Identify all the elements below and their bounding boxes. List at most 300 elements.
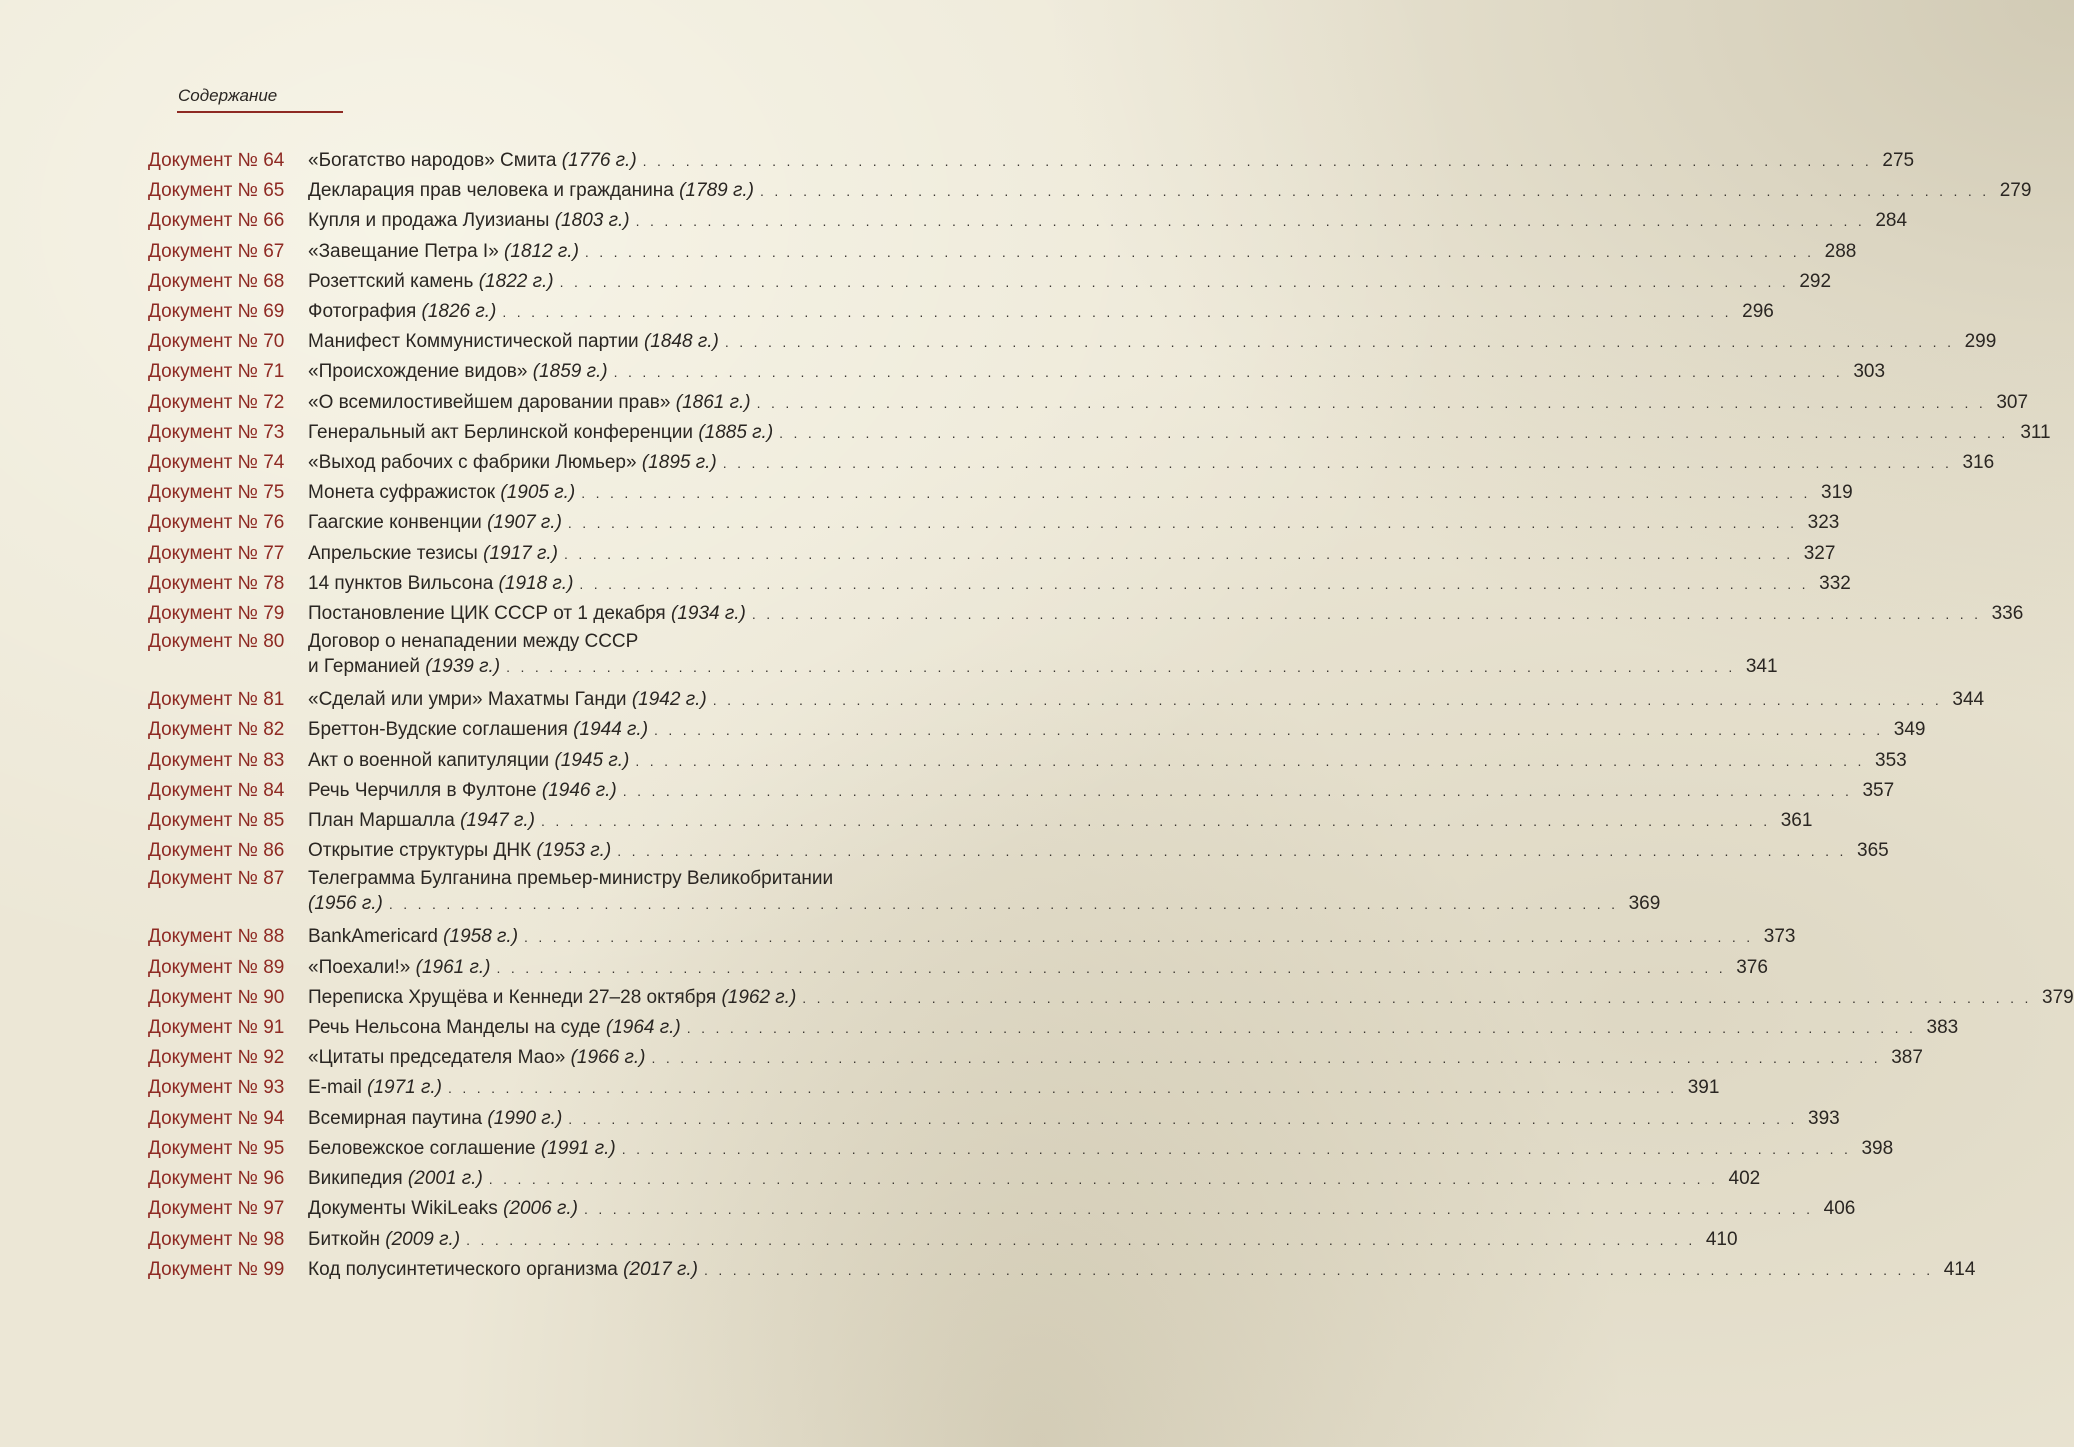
page-number: 387	[1891, 1047, 1923, 1069]
toc-entry-text	[308, 327, 1997, 357]
entry-year: (1944 г.)	[573, 719, 649, 741]
toc-entry	[148, 1104, 1840, 1134]
toc-entry	[148, 806, 1813, 836]
entry-title-text: Открытие структуры ДНК	[308, 840, 532, 862]
entry-title-text: E-mail	[308, 1077, 362, 1099]
toc-entry-text	[308, 922, 1796, 952]
toc-entry-text	[308, 629, 1778, 680]
toc-entry	[148, 418, 2051, 448]
page-number: 323	[1807, 512, 1840, 534]
toc-entry-text	[308, 418, 2051, 448]
page-number: 391	[1687, 1077, 1720, 1099]
page-number: 349	[1893, 719, 1926, 741]
entry-line	[308, 836, 1889, 866]
toc-entry-text	[308, 1194, 1856, 1224]
page-number: 327	[1803, 542, 1836, 564]
dot-leader: . . . . . . . . . . . . . . . . . . . . . . . . . . . . . . . . . . . . . . . . . . . . . . . . . . . . . . . . . . . . . . . . . . . . . . . . . . . . . . . . . . . . . .	[722, 455, 1953, 472]
dot-leader: . . . . . . . . . . . . . . . . . . . . . . . . . . . . . . . . . . . . . . . . . . . . . . . . . . . . . . . . . . . . . . . . . . . . . . . . . . . . . . . . . . . . . .	[584, 243, 1815, 260]
document-number-label: Документ № 98	[148, 1228, 285, 1250]
entry-title-text: Постановление ЦИК СССР от 1 декабря	[308, 603, 666, 625]
toc-entry	[148, 776, 1895, 806]
dot-leader: . . . . . . . . . . . . . . . . . . . . . . . . . . . . . . . . . . . . . . . . . . . . . . . . . . . . . . . . . . . . . . . . . . . . . . . . . . . . . . . . . . . . . .	[447, 1080, 1678, 1097]
entry-title-text: Фотография	[308, 301, 417, 323]
page-number: 406	[1823, 1198, 1856, 1220]
entry-line	[308, 654, 1778, 680]
entry-year: (1939 г.)	[425, 656, 501, 678]
page-number: 383	[1926, 1017, 1959, 1039]
dot-leader: . . . . . . . . . . . . . . . . . . . . . . . . . . . . . . . . . . . . . . . . . . . . . . . . . . . . . . . . . . . . . . . . . . . . . . . . . . . . . . . . . . . . . .	[635, 213, 1866, 230]
entry-title	[308, 1194, 578, 1224]
entry-year: (1934 г.)	[671, 603, 746, 625]
entry-line	[308, 418, 2051, 448]
toc-entry	[148, 388, 2029, 418]
page-number: 414	[1943, 1258, 1976, 1280]
toc-entry-text	[308, 388, 2029, 418]
dot-leader: . . . . . . . . . . . . . . . . . . . . . . . . . . . . . . . . . . . . . . . . . . . . . . . . . . . . . . . . . . . . . . . . . . . . . . . . . . . . . . . . . . . . . .	[635, 752, 1865, 769]
document-number-label: Документ № 64	[148, 150, 285, 171]
dot-leader: . . . . . . . . . . . . . . . . . . . . . . . . . . . . . . . . . . . . . . . . . . . . . . . . . . . . . . . . . . . . . . . . . . . . . . . . . . . . . . . . . . . . . .	[524, 929, 1754, 946]
entry-year: (1942 г.)	[631, 689, 707, 711]
entry-year: (1917 г.)	[483, 542, 558, 564]
toc-entry	[148, 1255, 1976, 1285]
toc-entry-text	[308, 1164, 1761, 1194]
entry-title	[308, 1225, 460, 1255]
toc-entry-text	[308, 685, 1985, 715]
page-number: 303	[1853, 361, 1886, 383]
dot-leader: . . . . . . . . . . . . . . . . . . . . . . . . . . . . . . . . . . . . . . . . . . . . . . . . . . . . . . . . . . . . . . . . . . . . . . . . . . . . . . . . . . . . . .	[642, 153, 1873, 169]
document-number-label: Документ № 78	[148, 572, 285, 594]
entry-title-text: Биткойн	[308, 1228, 380, 1250]
entry-line	[308, 448, 1995, 478]
document-number-label: Документ № 84	[148, 779, 285, 801]
document-number-label: Документ № 70	[148, 331, 285, 353]
entry-year: (1956 г.)	[308, 893, 383, 915]
entry-title-text: Документы WikiLeaks	[308, 1198, 498, 1220]
entry-title-text: Беловежское соглашение	[308, 1137, 536, 1159]
entry-title	[308, 1104, 562, 1134]
toc-entry-text	[308, 715, 1926, 745]
toc-entry-text	[308, 1013, 1959, 1043]
dot-leader: . . . . . . . . . . . . . . . . . . . . . . . . . . . . . . . . . . . . . . . . . . . . . . . . . . . . . . . . . . . . . . . . . . . . . . . . . . . . . . . . . . . . . .	[802, 989, 2032, 1006]
entry-line	[308, 388, 2029, 418]
toc-entry	[148, 327, 1997, 357]
toc-entry	[148, 569, 1851, 599]
toc-entry	[148, 297, 1774, 327]
entry-title-text: «Поехали!»	[308, 956, 411, 978]
entry-year: (2001 г.)	[407, 1168, 483, 1190]
entry-title	[308, 1164, 483, 1194]
entry-line	[308, 891, 1661, 917]
entry-line	[308, 569, 1851, 599]
document-number-label: Документ № 73	[148, 421, 285, 443]
entry-line	[308, 267, 1832, 297]
entry-title-text: Википедия	[308, 1168, 403, 1190]
entry-title-text: Переписка Хрущёва и Кеннеди 27–28 октября	[308, 986, 717, 1008]
entry-line	[308, 206, 1908, 236]
page-number: 275	[1882, 150, 1915, 171]
entry-title	[308, 953, 490, 983]
toc-entry	[148, 983, 2074, 1013]
entry-title-text: Манифест Коммунистической партии	[308, 331, 639, 353]
entry-title	[308, 297, 496, 327]
entry-title	[308, 922, 518, 952]
document-number-label: Документ № 88	[148, 926, 285, 948]
document-number-label: Документ № 85	[148, 810, 285, 832]
entry-line	[308, 983, 2074, 1013]
page-number: 332	[1819, 572, 1851, 594]
dot-leader: . . . . . . . . . . . . . . . . . . . . . . . . . . . . . . . . . . . . . . . . . . . . . . . . . . . . . . . . . . . . . . . . . . . . . . . . . . . . . . . . . . . . . .	[488, 1171, 1719, 1188]
toc-entry-text	[308, 746, 1907, 776]
entry-year: (1958 г.)	[443, 926, 519, 948]
entry-line	[308, 1134, 1894, 1164]
document-number-label: Документ № 96	[148, 1168, 285, 1190]
entry-title-text: «Завещание Петра I»	[308, 240, 499, 262]
entry-line	[308, 1255, 1976, 1285]
document-number-label: Документ № 92	[148, 1047, 285, 1069]
document-number-label: Документ № 81	[148, 689, 285, 711]
entry-line	[308, 685, 1985, 715]
dot-leader: . . . . . . . . . . . . . . . . . . . . . . . . . . . . . . . . . . . . . . . . . . . . . . . . . . . . . . . . . . . . . . . . . . . . . . . . . . . . . . . . . . . . . .	[496, 959, 1726, 976]
page-number: 279	[1999, 180, 2032, 202]
toc-entry	[148, 478, 1853, 508]
document-number-label: Документ № 72	[148, 391, 285, 413]
page-number: 361	[1780, 810, 1813, 832]
dot-leader: . . . . . . . . . . . . . . . . . . . . . . . . . . . . . . . . . . . . . . . . . . . . . . . . . . . . . . . . . . . . . . . . . . . . . . . . . . . . . . . . . . . . . .	[779, 424, 2009, 441]
dot-leader: . . . . . . . . . . . . . . . . . . . . . . . . . . . . . . . . . . . . . . . . . . . . . . . . . . . . . . . . . . . . . . . . . . . . . . . . . . . . . . . . . . . . . .	[756, 394, 1987, 411]
entry-year: (1946 г.)	[541, 779, 617, 801]
page-number: 288	[1824, 240, 1857, 262]
entry-line	[308, 297, 1774, 327]
entry-year: (1885 г.)	[698, 421, 774, 443]
document-number-label: Документ № 97	[148, 1198, 285, 1220]
toc-entry-text	[308, 1104, 1840, 1134]
toc-entry	[148, 746, 1907, 776]
entry-title-text: Генеральный акт Берлинской конференции	[308, 421, 694, 443]
toc-entry	[148, 267, 1832, 297]
toc-entry	[148, 1073, 1720, 1103]
toc-entry-text	[308, 539, 1836, 569]
toc-entry	[148, 237, 1857, 267]
dot-leader: . . . . . . . . . . . . . . . . . . . . . . . . . . . . . . . . . . . . . . . . . . . . . . . . . . . . . . . . . . . . . . . . . . . . . . . . . . . . . . . . . . . . . .	[559, 273, 1790, 290]
entry-line	[308, 806, 1813, 836]
entry-year: (1966 г.)	[570, 1047, 646, 1069]
page-number: 376	[1736, 956, 1768, 978]
toc-entry-text	[308, 297, 1774, 327]
entry-title-text: Розеттский камень	[308, 270, 474, 292]
dot-leader: . . . . . . . . . . . . . . . . . . . . . . . . . . . . . . . . . . . . . . . . . . . . . . . . . . . . . . . . . . . . . . . . . . . . . . . . . . . . . . . . . . . . . .	[712, 692, 1943, 709]
entry-year: (2006 г.)	[503, 1198, 578, 1220]
entry-year: (1776 г.)	[561, 150, 637, 171]
document-number-label: Документ № 71	[148, 361, 285, 383]
dot-leader: . . . . . . . . . . . . . . . . . . . . . . . . . . . . . . . . . . . . . . . . . . . . . . . . . . . . . . . . . . . . . . . . . . . . . . . . . . . . . . . . . . . . . .	[502, 304, 1732, 321]
page-number: 379	[2042, 986, 2074, 1008]
entry-title-text: Всемирная паутина	[308, 1107, 483, 1129]
document-number-label: Документ № 86	[148, 840, 285, 862]
entry-title	[308, 176, 754, 206]
page-number: 402	[1728, 1168, 1761, 1190]
document-number-label: Документ № 99	[148, 1258, 285, 1280]
entry-title-text: «Выход рабочих с фабрики Люмьер»	[308, 452, 637, 474]
entry-year: (1991 г.)	[540, 1137, 616, 1159]
entry-title	[308, 539, 558, 569]
entry-year: (2009 г.)	[385, 1228, 461, 1250]
page-number: 319	[1821, 482, 1853, 504]
running-header	[177, 86, 343, 113]
entry-title-text: План Маршалла	[308, 810, 455, 832]
entry-title-text: 14 пунктов Вильсона	[308, 572, 494, 594]
document-number-label: Документ № 67	[148, 240, 285, 262]
toc-entry	[148, 715, 1926, 745]
toc-entry-text	[308, 806, 1813, 836]
toc-entry	[148, 206, 1908, 236]
dot-leader: . . . . . . . . . . . . . . . . . . . . . . . . . . . . . . . . . . . . . . . . . . . . . . . . . . . . . . . . . . . . . . . . . . . . . . . . . . . . . . . . . . . . . .	[583, 1201, 1814, 1218]
toc-entry-text	[308, 569, 1851, 599]
entry-title	[308, 388, 751, 418]
entry-title	[308, 1255, 698, 1285]
toc-entry	[148, 685, 1985, 715]
entry-title	[308, 1013, 681, 1043]
toc-entry	[148, 508, 1840, 538]
entry-title-text: Апрельские тезисы	[308, 542, 478, 564]
toc-entry-text	[308, 478, 1853, 508]
entry-title	[308, 806, 535, 836]
entry-title	[308, 715, 648, 745]
toc-entry-text	[308, 1255, 1976, 1285]
toc-entry-text	[308, 1134, 1894, 1164]
toc-entry-text	[308, 1043, 1923, 1073]
dot-leader: . . . . . . . . . . . . . . . . . . . . . . . . . . . . . . . . . . . . . . . . . . . . . . . . . . . . . . . . . . . . . . . . . . . . . . . . . . . . . . . . . . . . . .	[651, 1050, 1881, 1067]
entry-year: (1789 г.)	[679, 180, 754, 202]
document-number-label: Документ № 76	[148, 512, 285, 534]
entry-line	[308, 1164, 1761, 1194]
toc-entry-text	[308, 836, 1889, 866]
toc-entry-text	[308, 508, 1840, 538]
page-number: 316	[1962, 452, 1995, 474]
entry-year: (1971 г.)	[367, 1077, 442, 1099]
entry-title	[308, 418, 773, 448]
entry-line	[308, 1194, 1856, 1224]
entry-title-text: «Сделай или умри» Махатмы Ганди	[308, 689, 627, 711]
entry-title	[308, 448, 717, 478]
document-number-label: Документ № 68	[148, 270, 285, 292]
entry-line	[308, 1225, 1738, 1255]
entry-title	[308, 891, 383, 916]
dot-leader: . . . . . . . . . . . . . . . . . . . . . . . . . . . . . . . . . . . . . . . . . . . . . . . . . . . . . . . . . . . . . . . . . . . . . . . . . . . . . . . . . . . . . .	[540, 813, 1771, 830]
entry-year: (1907 г.)	[487, 512, 562, 534]
document-number-label: Документ № 77	[148, 542, 285, 564]
page-number: 357	[1862, 779, 1895, 801]
dot-leader: . . . . . . . . . . . . . . . . . . . . . . . . . . . . . . . . . . . . . . . . . . . . . . . . . . . . . . . . . . . . . . . . . . . . . . . . . . . . . . . . . . . . . .	[703, 1261, 1934, 1278]
entry-line	[308, 776, 1895, 806]
document-number-label: Документ № 83	[148, 749, 285, 771]
entry-year: (1918 г.)	[498, 572, 574, 594]
entry-title	[308, 508, 562, 538]
dot-leader: . . . . . . . . . . . . . . . . . . . . . . . . . . . . . . . . . . . . . . . . . . . . . . . . . . . . . . . . . . . . . . . . . . . . . . . . . . . . . . . . . . . . . .	[466, 1231, 1696, 1248]
entry-title	[308, 206, 630, 236]
dot-leader: . . . . . . . . . . . . . . . . . . . . . . . . . . . . . . . . . . . . . . . . . . . . . . . . . . . . . . . . . . . . . . . . . . . . . . . . . . . . . . . . . . . . . .	[724, 334, 1955, 351]
toc-entry	[148, 1043, 1923, 1073]
entry-line	[308, 715, 1926, 745]
dot-leader: . . . . . . . . . . . . . . . . . . . . . . . . . . . . . . . . . . . . . . . . . . . . . . . . . . . . . . . . . . . . . . . . . . . . . . . . . . . . . . . . . . . . . .	[579, 575, 1809, 592]
toc-entry-text	[308, 983, 2074, 1013]
page-header-title: Содержание	[178, 86, 278, 105]
entry-line	[308, 599, 2024, 629]
entry-title-text: «Происхождение видов»	[308, 361, 528, 383]
entry-line	[308, 1104, 1840, 1134]
page-number: 336	[1991, 603, 2024, 625]
entry-line	[308, 176, 2032, 206]
dot-leader: . . . . . . . . . . . . . . . . . . . . . . . . . . . . . . . . . . . . . . . . . . . . . . . . . . . . . . . . . . . . . . . . . . . . . . . . . . . . . . . . . . . . . .	[581, 485, 1811, 502]
entry-title	[308, 836, 611, 866]
toc-entry-text	[308, 146, 1915, 176]
entry-title	[308, 983, 796, 1013]
toc-entry	[148, 953, 1768, 983]
entry-year: (1861 г.)	[675, 391, 751, 413]
toc-entry	[148, 357, 1886, 387]
toc-entry-text	[308, 267, 1832, 297]
entry-title	[308, 569, 573, 599]
entry-title	[308, 267, 554, 297]
document-number-label: Документ № 87	[148, 868, 285, 890]
document-number-label: Документ № 95	[148, 1137, 285, 1159]
toc-entry	[148, 836, 1889, 866]
document-number-label: Документ № 80	[148, 631, 285, 653]
entry-year: (1990 г.)	[487, 1107, 563, 1129]
entry-year: (1961 г.)	[415, 956, 491, 978]
document-number-label: Документ № 94	[148, 1107, 285, 1129]
page-number: 353	[1875, 749, 1907, 771]
entry-line	[308, 508, 1840, 538]
dot-leader: . . . . . . . . . . . . . . . . . . . . . . . . . . . . . . . . . . . . . . . . . . . . . . . . . . . . . . . . . . . . . . . . . . . . . . . . . . . . . . . . . . . . . .	[567, 515, 1798, 532]
entry-title	[308, 654, 500, 679]
toc-entry	[148, 176, 2032, 206]
document-number-label: Документ № 93	[148, 1077, 285, 1099]
entry-title	[308, 1073, 442, 1103]
toc-entry-text	[308, 776, 1895, 806]
dot-leader: . . . . . . . . . . . . . . . . . . . . . . . . . . . . . . . . . . . . . . . . . . . . . . . . . . . . . . . . . . . . . . . . . . . . . . . . . . . . . . . . . . . . . .	[563, 545, 1794, 562]
entry-title-text: Бреттон-Вудские соглашения	[308, 719, 568, 741]
entry-line	[308, 1013, 1959, 1043]
entry-line	[308, 1043, 1923, 1073]
entry-title	[308, 327, 719, 357]
toc-entry-text	[308, 206, 1908, 236]
entry-year: (1812 г.)	[504, 240, 579, 262]
toc-entry	[148, 866, 1661, 917]
toc-entry-text	[308, 448, 1995, 478]
toc-entry-text	[308, 176, 2032, 206]
dot-leader: . . . . . . . . . . . . . . . . . . . . . . . . . . . . . . . . . . . . . . . . . . . . . . . . . . . . . . . . . . . . . . . . . . . . . . . . . . . . . . . . . . . . . .	[568, 1110, 1798, 1127]
entry-title-text: Речь Нельсона Манделы на суде	[308, 1017, 601, 1039]
entry-title-text: «О всемилостивейшем даровании прав»	[308, 391, 671, 413]
entry-year: (1826 г.)	[421, 301, 497, 323]
entry-year: (1895 г.)	[641, 452, 717, 474]
entry-year: (1905 г.)	[500, 482, 576, 504]
entry-line	[308, 953, 1768, 983]
entry-year: (1945 г.)	[554, 749, 630, 771]
toc-entry-text	[308, 866, 1661, 917]
entry-line	[308, 922, 1796, 952]
entry-year: (1859 г.)	[532, 361, 608, 383]
entry-title-first-line: Договор о ненападении между СССР	[308, 631, 639, 653]
toc-entry-text	[308, 1225, 1738, 1255]
document-number-label: Документ № 65	[148, 180, 285, 202]
entry-title	[308, 237, 579, 267]
page-number: 292	[1799, 270, 1832, 292]
entry-title-text: Декларация прав человека и гражданина	[308, 180, 674, 202]
entry-title	[308, 776, 617, 806]
page-number: 410	[1705, 1228, 1738, 1250]
dot-leader: . . . . . . . . . . . . . . . . . . . . . . . . . . . . . . . . . . . . . . . . . . . . . . . . . . . . . . . . . . . . . . . . . . . . . . . . . . . . . . . . . . . . . .	[751, 606, 1982, 623]
entry-title-text: Гаагские конвенции	[308, 512, 482, 534]
dot-leader: . . . . . . . . . . . . . . . . . . . . . . . . . . . . . . . . . . . . . . . . . . . . . . . . . . . . . . . . . . . . . . . . . . . . . . . . . . . . . . . . . . . . . .	[388, 896, 1619, 913]
entry-line	[308, 746, 1907, 776]
page-number: 365	[1857, 840, 1889, 862]
entry-title-first-line: Телеграмма Булганина премьер-министру Великобритании	[308, 868, 834, 890]
dot-leader: . . . . . . . . . . . . . . . . . . . . . . . . . . . . . . . . . . . . . . . . . . . . . . . . . . . . . . . . . . . . . . . . . . . . . . . . . . . . . . . . . . . . . .	[621, 1140, 1852, 1157]
entry-title-text: и Германией	[308, 656, 420, 678]
page-number: 341	[1745, 656, 1778, 678]
entry-title-text: Акт о военной капитуляции	[308, 749, 550, 771]
page-number: 398	[1861, 1137, 1894, 1159]
entry-line	[308, 146, 1915, 176]
page-number: 373	[1763, 926, 1796, 948]
toc-entry	[148, 599, 2024, 629]
toc-entry-text	[308, 237, 1857, 267]
entry-title-text: Монета суфражисток	[308, 482, 496, 504]
toc-entry-text	[308, 357, 1886, 387]
toc-entry	[148, 1134, 1894, 1164]
entry-title-text: Код полусинтетического организма	[308, 1258, 618, 1280]
entry-title	[308, 1134, 616, 1164]
entry-title-text: «Богатство народов» Смита	[308, 150, 557, 171]
entry-year: (1962 г.)	[721, 986, 797, 1008]
entry-line	[308, 1073, 1720, 1103]
entry-title-text: «Цитаты председателя Мао»	[308, 1047, 566, 1069]
entry-year: (1964 г.)	[605, 1017, 681, 1039]
dot-leader: . . . . . . . . . . . . . . . . . . . . . . . . . . . . . . . . . . . . . . . . . . . . . . . . . . . . . . . . . . . . . . . . . . . . . . . . . . . . . . . . . . . . . .	[686, 1020, 1917, 1037]
document-number-label: Документ № 91	[148, 1017, 285, 1039]
toc-entry	[148, 146, 1915, 176]
dot-leader: . . . . . . . . . . . . . . . . . . . . . . . . . . . . . . . . . . . . . . . . . . . . . . . . . . . . . . . . . . . . . . . . . . . . . . . . . . . . . . . . . . . . . .	[617, 843, 1847, 860]
page-number: 284	[1875, 210, 1908, 232]
toc-entry	[148, 629, 1778, 680]
dot-leader: . . . . . . . . . . . . . . . . . . . . . . . . . . . . . . . . . . . . . . . . . . . . . . . . . . . . . . . . . . . . . . . . . . . . . . . . . . . . . . . . . . . . . .	[654, 722, 1884, 739]
document-number-label: Документ № 69	[148, 301, 285, 323]
document-number-label: Документ № 74	[148, 452, 285, 474]
page-number: 344	[1952, 689, 1985, 711]
entry-title	[308, 599, 746, 629]
dot-leader: . . . . . . . . . . . . . . . . . . . . . . . . . . . . . . . . . . . . . . . . . . . . . . . . . . . . . . . . . . . . . . . . . . . . . . . . . . . . . . . . . . . . . .	[759, 183, 1990, 200]
document-number-label: Документ № 90	[148, 986, 285, 1008]
toc-entry-text	[308, 599, 2024, 629]
entry-title	[308, 357, 608, 387]
toc-entry	[148, 1164, 1761, 1194]
toc-entry	[148, 1194, 1856, 1224]
toc-entry	[148, 1013, 1959, 1043]
entry-title	[308, 1043, 645, 1073]
entry-title	[308, 685, 707, 715]
document-number-label: Документ № 82	[148, 719, 285, 741]
entry-title-text: Купля и продажа Луизианы	[308, 210, 550, 232]
dot-leader: . . . . . . . . . . . . . . . . . . . . . . . . . . . . . . . . . . . . . . . . . . . . . . . . . . . . . . . . . . . . . . . . . . . . . . . . . . . . . . . . . . . . . .	[613, 364, 1844, 381]
toc-entry	[148, 539, 1836, 569]
table-of-contents	[148, 146, 2074, 1285]
entry-year: (1953 г.)	[536, 840, 612, 862]
entry-line	[308, 327, 1997, 357]
document-number-label: Документ № 79	[148, 603, 285, 625]
page-number: 393	[1808, 1107, 1840, 1129]
page-number: 299	[1964, 331, 1997, 353]
